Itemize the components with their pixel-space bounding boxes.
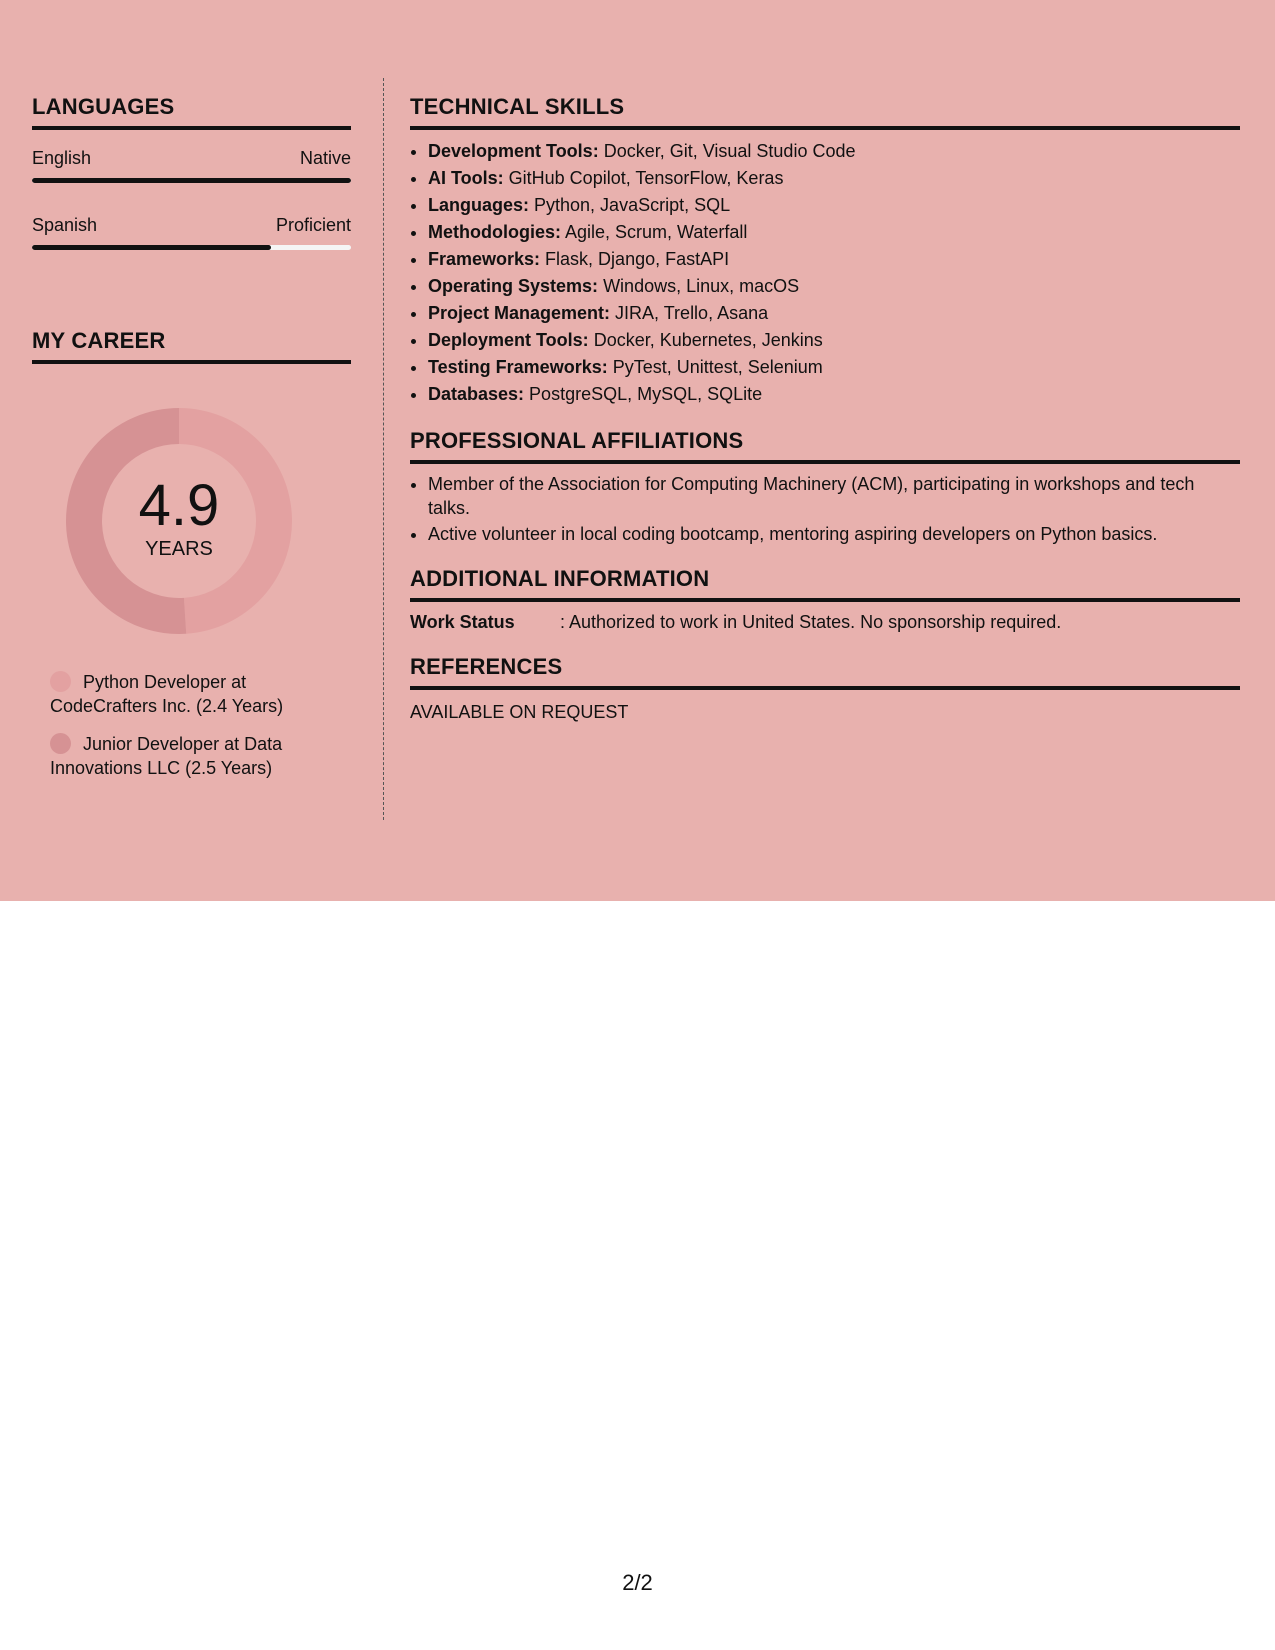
career-legend-item	[50, 670, 351, 718]
technical-skill-item	[428, 165, 1240, 192]
technical-skill-values: Windows, Linux, macOS	[598, 276, 800, 296]
technical-skill-category: Languages:	[428, 195, 530, 215]
affiliations-section	[410, 428, 1240, 546]
additional-info-heading: ADDITIONAL INFORMATION	[410, 566, 1240, 602]
column-divider	[383, 78, 384, 820]
technical-skill-category: AI Tools:	[428, 168, 504, 188]
technical-skills-heading: TECHNICAL SKILLS	[410, 94, 1240, 130]
technical-skill-values: JIRA, Trello, Asana	[610, 303, 769, 323]
technical-skill-item	[428, 192, 1240, 219]
technical-skill-item	[428, 219, 1240, 246]
language-row-spanish	[32, 213, 351, 250]
languages-heading: LANGUAGES	[32, 94, 351, 130]
career-donut-chart	[66, 408, 292, 634]
technical-skill-values: PyTest, Unittest, Selenium	[607, 357, 823, 377]
additional-info-section	[410, 566, 1240, 634]
language-proficiency-bar	[32, 178, 351, 183]
career-legend-item	[50, 732, 351, 780]
career-heading: MY CAREER	[32, 328, 351, 364]
career-total-unit: YEARS	[145, 537, 213, 560]
language-level: Native	[299, 148, 351, 168]
technical-skill-category: Development Tools:	[428, 141, 599, 161]
languages-section	[32, 94, 351, 250]
technical-skill-values: Docker, Git, Visual Studio Code	[598, 141, 856, 161]
language-name: Spanish	[32, 215, 98, 235]
language-proficiency-bar	[32, 245, 351, 250]
career-legend	[50, 670, 351, 780]
affiliation-item: • Member of the Association for Computing Machinery (ACM), participating in workshops and tech talks.	[428, 472, 1240, 520]
technical-skill-item	[428, 381, 1240, 408]
language-row-english	[32, 146, 351, 183]
references-text: AVAILABLE ON REQUEST	[410, 702, 629, 722]
affiliations-heading: PROFESSIONAL AFFILIATIONS	[410, 428, 1240, 464]
technical-skill-item	[428, 327, 1240, 354]
work-status-value: : Authorized to work in United States. No sponsorship required.	[560, 612, 1062, 632]
legend-dot-icon	[50, 671, 71, 692]
technical-skill-category: Frameworks:	[428, 249, 541, 269]
technical-skill-category: Deployment Tools:	[428, 330, 589, 350]
technical-skill-item	[428, 273, 1240, 300]
technical-skills-list	[410, 138, 1240, 408]
work-status-row	[410, 610, 1240, 634]
career-total-value: 4.9	[138, 472, 220, 538]
career-legend-label: Python Developer at CodeCrafters Inc. (2.4 Years)	[50, 672, 284, 716]
technical-skill-values: GitHub Copilot, TensorFlow, Keras	[503, 168, 784, 188]
technical-skill-values: Docker, Kubernetes, Jenkins	[588, 330, 823, 350]
technical-skill-values: PostgreSQL, MySQL, SQLite	[524, 384, 763, 404]
technical-skill-category: Methodologies:	[428, 222, 561, 242]
technical-skill-values: Python, JavaScript, SQL	[529, 195, 731, 215]
technical-skill-item	[428, 246, 1240, 273]
right-column	[410, 94, 1240, 724]
technical-skill-item	[428, 138, 1240, 165]
career-legend-label: Junior Developer at Data Innovations LLC (2.5 Years)	[50, 734, 283, 778]
affiliation-item: • Active volunteer in local coding bootcamp, mentoring aspiring developers on Python basics.	[428, 522, 1240, 546]
technical-skill-item	[428, 300, 1240, 327]
career-section	[32, 328, 351, 780]
language-proficiency-fill	[32, 178, 351, 183]
language-level: Proficient	[275, 215, 351, 235]
technical-skill-values: Agile, Scrum, Waterfall	[561, 222, 748, 242]
references-heading: REFERENCES	[410, 654, 1240, 690]
technical-skills-section	[410, 94, 1240, 408]
page-number: 2/2	[622, 1570, 653, 1595]
language-proficiency-fill	[32, 245, 271, 250]
work-status-label: Work Status	[410, 612, 515, 632]
technical-skill-item	[428, 354, 1240, 381]
language-name: English	[32, 148, 92, 168]
left-column	[32, 94, 351, 794]
technical-skill-category: Operating Systems:	[428, 276, 599, 296]
technical-skill-category: Databases:	[428, 384, 525, 404]
technical-skill-category: Project Management:	[428, 303, 611, 323]
legend-dot-icon	[50, 733, 71, 754]
affiliations-list	[410, 472, 1240, 546]
references-section	[410, 654, 1240, 724]
technical-skill-values: Flask, Django, FastAPI	[540, 249, 730, 269]
technical-skill-category: Testing Frameworks:	[428, 357, 608, 377]
career-total	[66, 408, 292, 634]
